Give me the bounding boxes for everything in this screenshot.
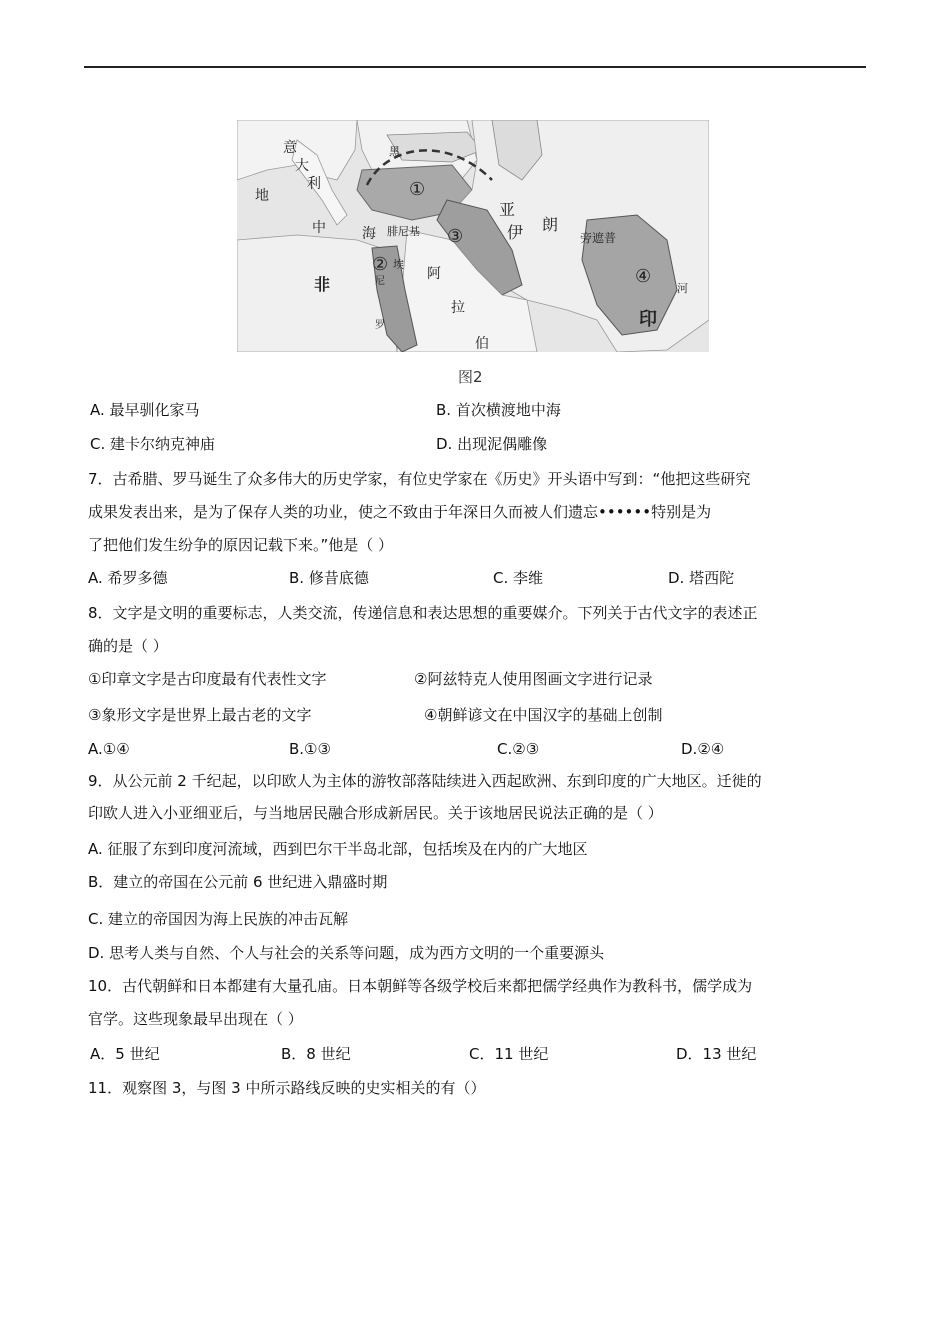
map-label: 亚 — [499, 200, 516, 219]
q6-option-d: D. 出现泥偶雕像 — [436, 435, 548, 453]
q7-option-d: D. 塔西陀 — [668, 569, 735, 587]
q10-stem-line: 官学。这些现象最早出现在（ ） — [88, 1010, 303, 1028]
map-label: 阿 — [427, 266, 441, 282]
q9-stem-line: 印欧人进入小亚细亚后，与当地居民融合形成新居民。关于该地居民说法正确的是（ ） — [88, 804, 663, 822]
map-label: 伯 — [475, 336, 489, 352]
q8-statement: ①印章文字是古印度最有代表性文字 — [88, 670, 327, 688]
q7-option-c: C. 李维 — [493, 569, 544, 587]
q8-statement: ④朝鲜谚文在中国汉字的基础上创制 — [424, 706, 663, 724]
q8-option-b: B.①③ — [289, 740, 331, 758]
map-label: 旁遮普 — [580, 231, 617, 245]
map-marker: ① — [409, 179, 426, 200]
map-label: 尼 — [375, 276, 385, 287]
q10-stem-line: 10．古代朝鲜和日本都建有大量孔庙。日本朝鲜等各级学校后来都把儒学经典作为教科书，儒学成为 — [88, 977, 753, 995]
q8-statement: ②阿兹特克人使用图画文字进行记录 — [414, 670, 653, 688]
map-label: 腓尼基 — [387, 225, 420, 238]
q10-option-a: A．5 世纪 — [90, 1045, 160, 1063]
map-label: 拉 — [451, 300, 465, 316]
map-marker: ③ — [447, 226, 464, 247]
map-label: 意 — [283, 140, 297, 156]
q7-option-a: A. 希罗多德 — [88, 569, 168, 587]
q6-option-b: B. 首次横渡地中海 — [436, 401, 561, 419]
map-label: 埃 — [393, 258, 404, 271]
map-label: 利 — [307, 176, 321, 192]
figure-caption: 图2 — [458, 368, 483, 386]
q8-option-c: C.②③ — [497, 740, 540, 758]
q9-stem-line: 9．从公元前 2 千纪起，以印欧人为主体的游牧部落陆续进入西起欧洲、东到印度的广大地区。迁徙的 — [88, 772, 762, 790]
map-marker: ④ — [635, 266, 652, 287]
q8-stem-line: 确的是（ ） — [88, 637, 168, 655]
map-label: 印 — [639, 309, 657, 330]
q8-statement: ③象形文字是世界上最古老的文字 — [88, 706, 312, 724]
figure-2-map — [237, 120, 709, 352]
q9-option-c: C. 建立的帝国因为海上民族的冲击瓦解 — [88, 910, 349, 928]
q7-option-b: B. 修昔底德 — [289, 569, 369, 587]
map-label: 中 — [312, 220, 326, 236]
q7-stem-line: 7．古希腊、罗马诞生了众多伟大的历史学家，有位史学家在《历史》开头语中写到：“他把这些研究 — [88, 470, 751, 488]
q7-stem-line: 成果发表出来，是为了保存人类的功业，使之不致由于年深日久而被人们遗忘••••••特别是为 — [88, 503, 712, 521]
q8-option-a: A.①④ — [88, 740, 130, 758]
q10-option-d: D．13 世纪 — [676, 1045, 757, 1063]
q9-option-a: A. 征服了东到印度河流域，西到巴尔干半岛北部，包括埃及在内的广大地区 — [88, 840, 588, 858]
map-label: 朗 — [542, 215, 559, 234]
q10-option-b: B．8 世纪 — [281, 1045, 351, 1063]
q6-option-c: C. 建卡尔纳克神庙 — [90, 435, 216, 453]
q9-option-b: B．建立的帝国在公元前 6 世纪进入鼎盛时期 — [88, 873, 388, 891]
q7-stem-line: 了把他们发生纷争的原因记载下来。”他是（ ） — [88, 536, 394, 554]
map-label: 非 — [314, 275, 331, 294]
q6-option-a: A. 最早驯化家马 — [90, 401, 200, 419]
map-label: 地 — [255, 188, 269, 204]
q11-stem-line: 11．观察图 3，与图 3 中所示路线反映的史实相关的有（） — [88, 1079, 486, 1097]
map-label: 河 — [677, 282, 688, 295]
map-label: 罗 — [375, 320, 385, 331]
map-marker: ② — [372, 254, 389, 275]
q9-option-d: D. 思考人类与自然、个人与社会的关系等问题，成为西方文明的一个重要源头 — [88, 944, 605, 962]
map-label: 伊 — [507, 223, 524, 242]
map-label: 黑 — [389, 145, 400, 158]
header-rule — [84, 66, 866, 68]
map-label: 海 — [362, 226, 376, 242]
q8-option-d: D.②④ — [681, 740, 725, 758]
map-label: 大 — [295, 158, 309, 174]
q8-stem-line: 8．文字是文明的重要标志，人类交流，传递信息和表达思想的重要媒介。下列关于古代文字的表述正 — [88, 604, 758, 622]
q10-option-c: C．11 世纪 — [469, 1045, 549, 1063]
